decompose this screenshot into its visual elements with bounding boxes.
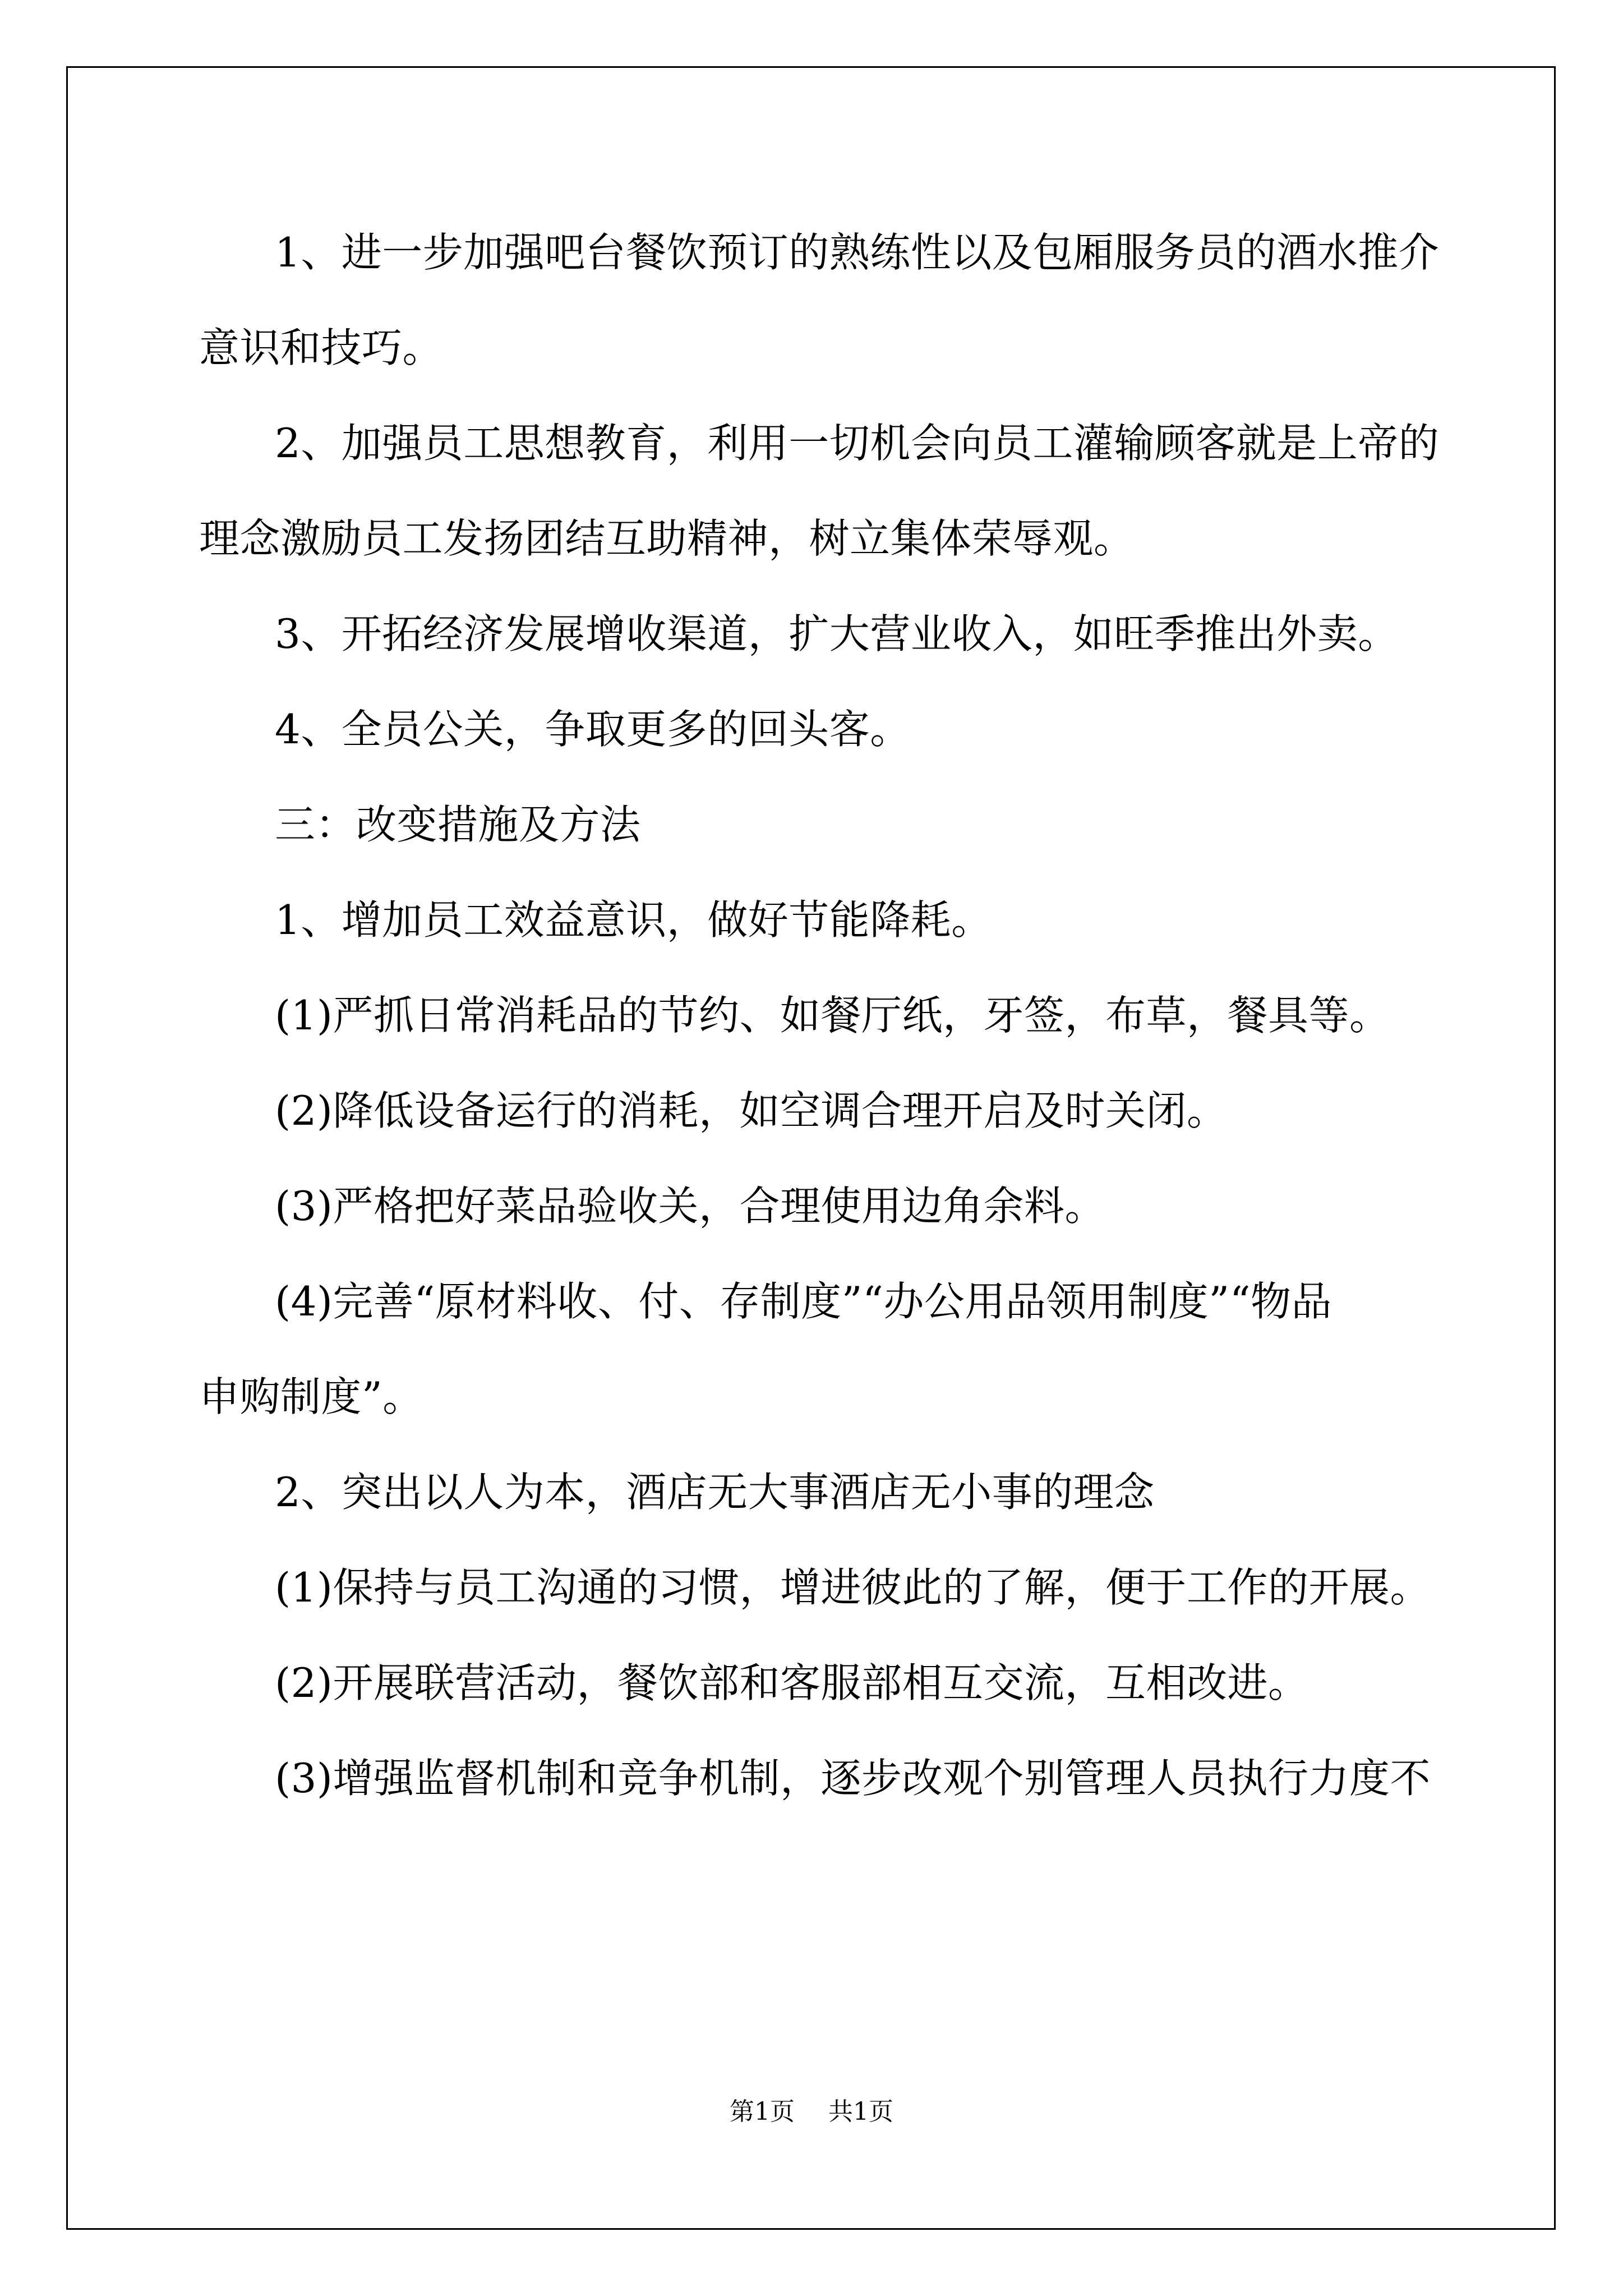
paragraph-line: (1)保持与员工沟通的习惯，增进彼此的了解，便于工作的开展。 [275,1564,1431,1611]
paragraph-line: (4)完善“原材料收、付、存制度”“办公用品领用制度”“物品 [275,1278,1332,1325]
document-body [199,205,1440,1826]
paragraph-line: 2、突出以人为本，酒店无大事酒店无小事的理念 [275,1469,1155,1516]
paragraph-line: 1、增加员工效益意识，做好节能降耗。 [275,896,992,944]
page-number: 第1页 [730,2097,795,2126]
paragraph-line: (2)开展联营活动，餐饮部和客服部相互交流，互相改进。 [275,1659,1309,1706]
page-footer [0,2091,1623,2127]
paragraph-line: (2)降低设备运行的消耗，如空调合理开启及时关闭。 [275,1087,1228,1134]
paragraph-line: 意识和技巧。 [199,324,444,371]
paragraph-line: (3)严格把好菜品验收关，合理使用边角余料。 [275,1182,1105,1230]
paragraph-line: (3)增强监督机制和竞争机制，逐步改观个别管理人员执行力度不 [275,1755,1431,1802]
paragraph-line: 3、开拓经济发展增收渠道，扩大营业收入，如旺季推出外卖。 [275,610,1399,657]
page-total: 共1页 [828,2097,893,2126]
paragraph-line: 1、进一步加强吧台餐饮预订的熟练性以及包厢服务员的酒水推介 [275,229,1440,276]
paragraph-line: (1)严抓日常消耗品的节约、如餐厅纸，牙签，布草，餐具等。 [275,992,1390,1039]
paragraph-line: 理念激励员工发扬团结互助精神，树立集体荣辱观。 [199,515,1135,562]
section-heading: 三：改变措施及方法 [275,801,641,848]
paragraph-line: 4、全员公关，争取更多的回头客。 [275,706,911,753]
paragraph-line: 2、加强员工思想教育，利用一切机会向员工灌输顾客就是上帝的 [275,420,1440,467]
paragraph-line: 申购制度”。 [199,1373,423,1420]
